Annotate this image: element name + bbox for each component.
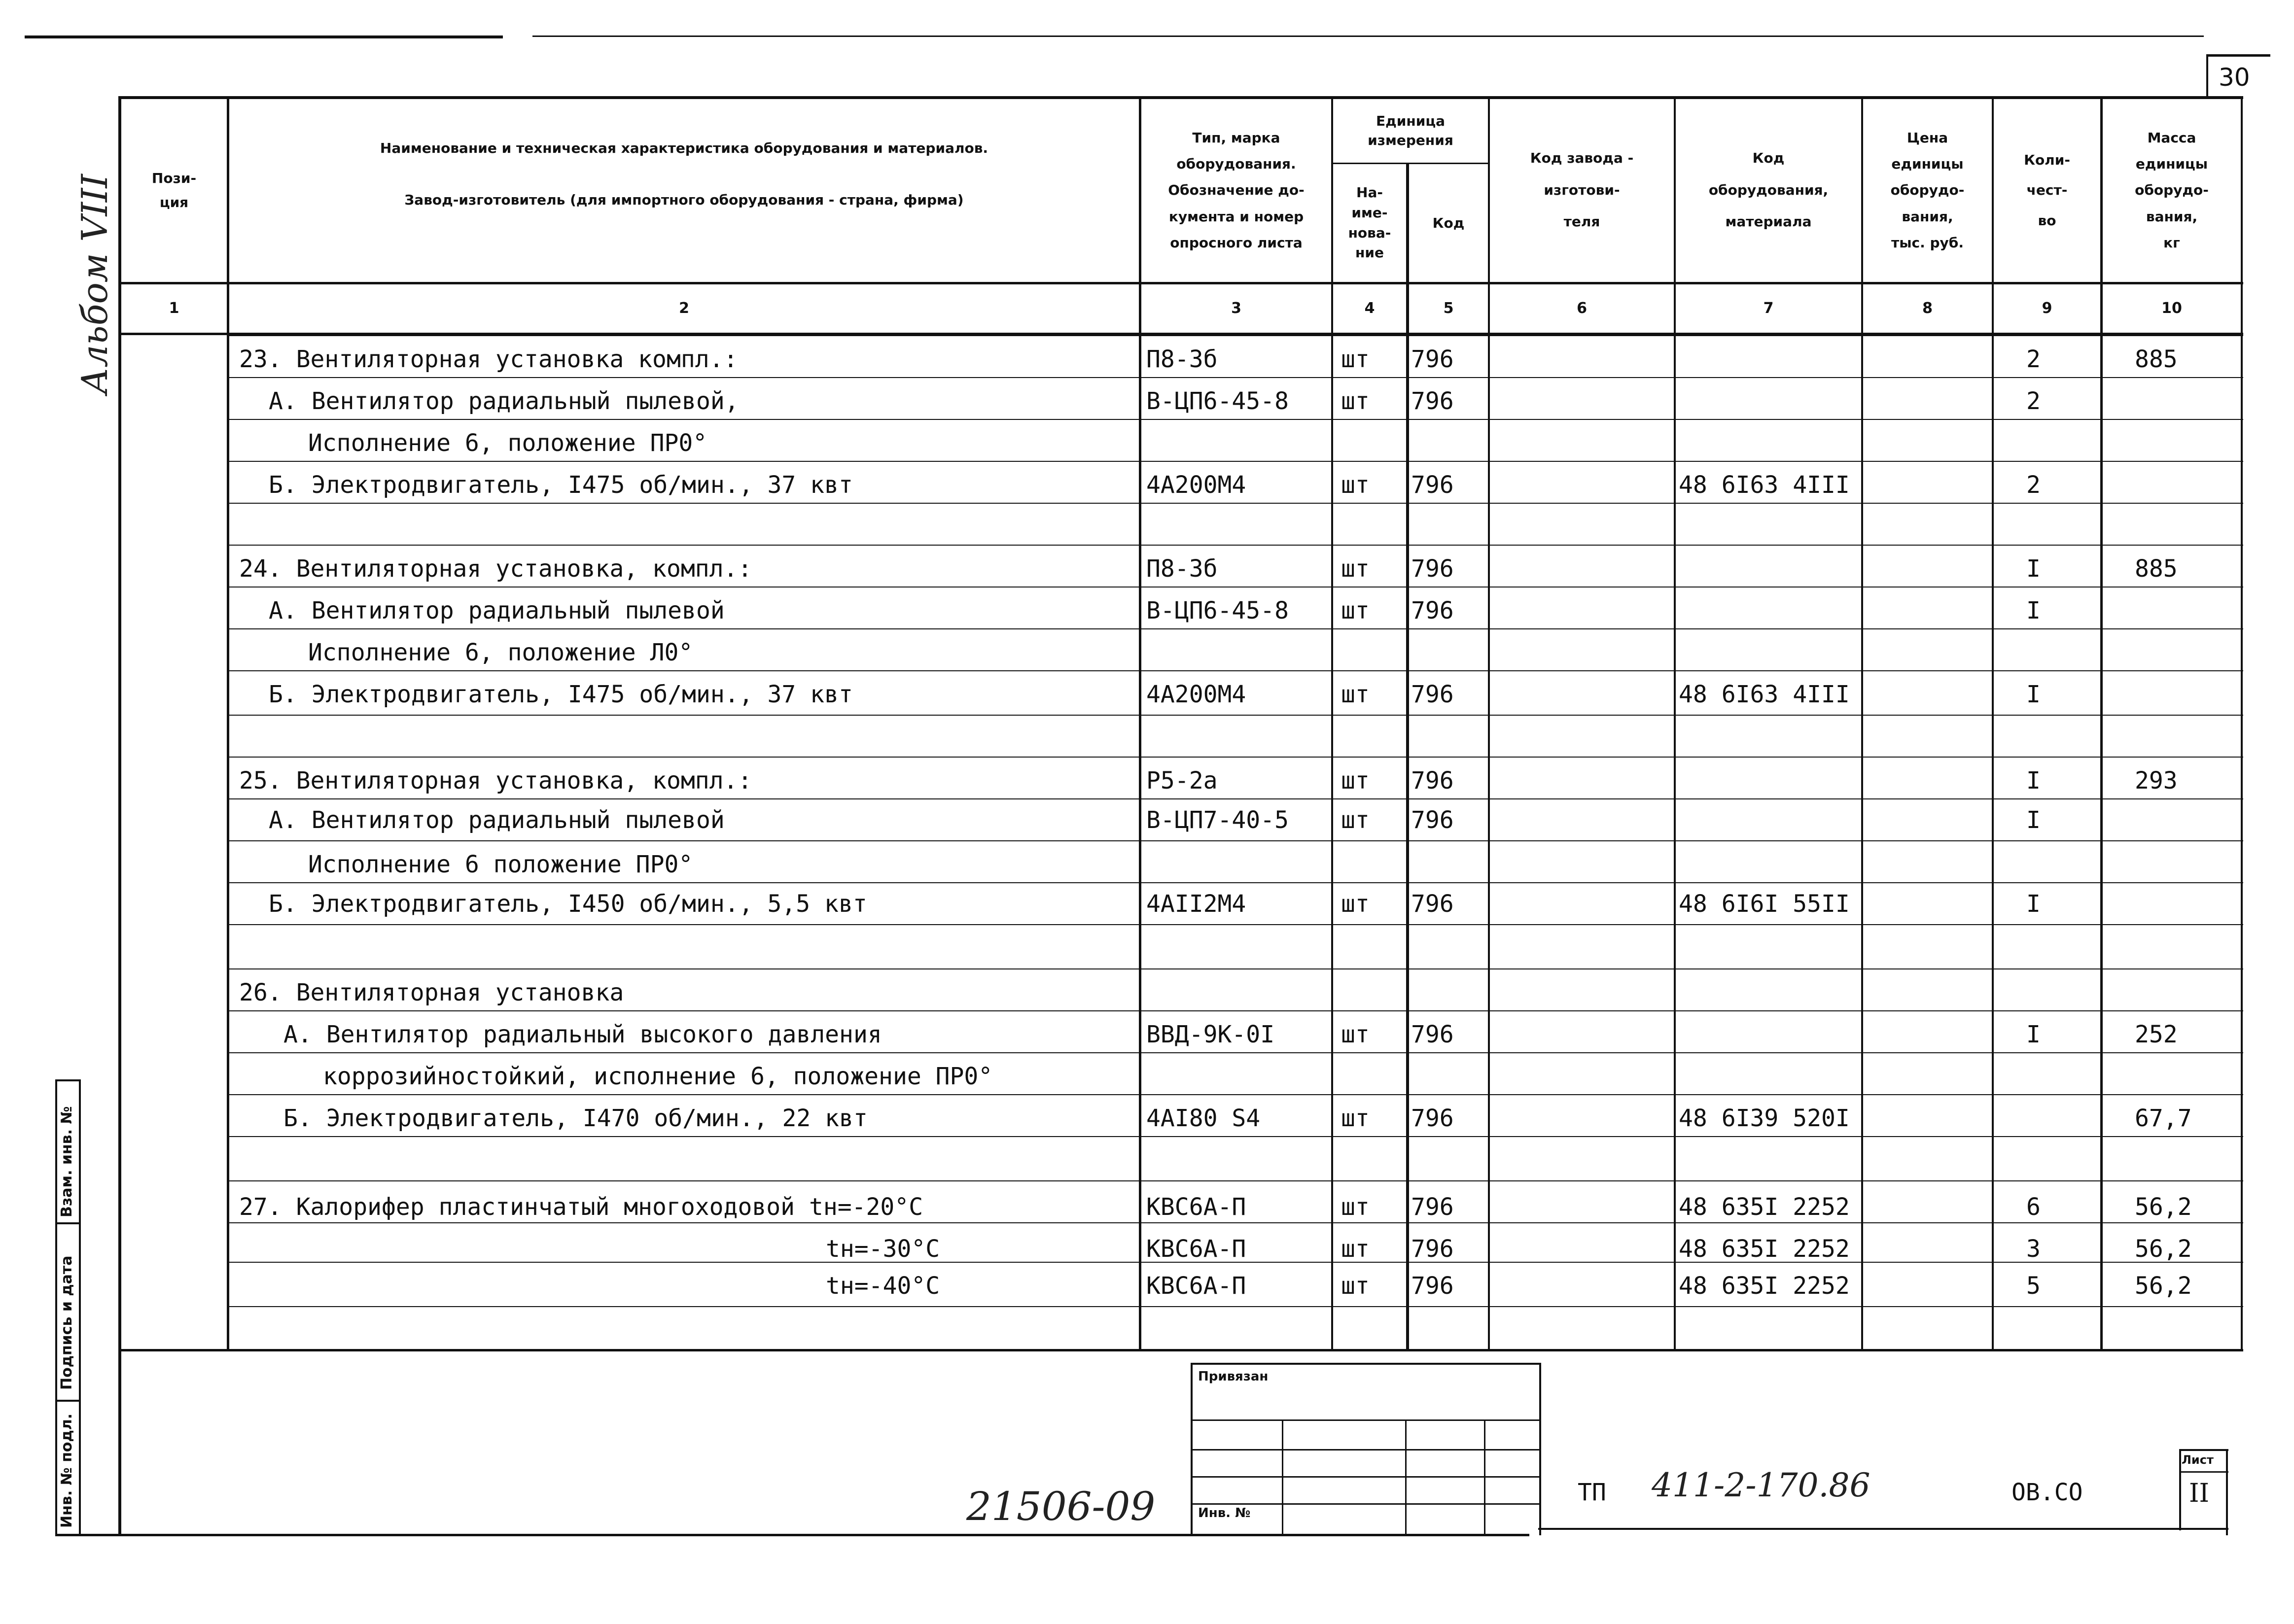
row-line <box>227 1222 2243 1223</box>
row-11-name: 25. Вентиляторная установка, компл.: <box>239 767 752 795</box>
row-7-code: 796 <box>1411 597 1454 624</box>
doc-prefix: ТП <box>1578 1479 1606 1506</box>
row-1-qty: 2 <box>2026 346 2041 373</box>
row-line <box>227 628 2243 629</box>
header-unit-price: Цена единицы оборудо- вания, тыс. руб. <box>1890 130 1965 251</box>
row-22-code: 796 <box>1411 1235 1454 1263</box>
stamp-divider-2 <box>55 1400 80 1402</box>
row-line <box>227 1136 2243 1137</box>
row-11-unit: шт <box>1341 767 1370 795</box>
row-21-unit: шт <box>1341 1193 1370 1221</box>
row-4-name: Б. Электродвигатель, I475 об/мин., 37 квт <box>269 471 853 499</box>
row-17-type: ВВД-9К-0I <box>1146 1021 1275 1048</box>
row-21-name: 27. Калорифер пластинчатый многоходовой tн=-20°С <box>239 1193 923 1221</box>
stamp-bottom <box>55 1534 1529 1536</box>
row-4-type: 4А200М4 <box>1146 471 1246 499</box>
row-14-mat: 48 6I6I 55II <box>1679 890 1850 918</box>
header-name-line1: Наименование и техническая характеристика оборудования и материалов. <box>380 139 988 156</box>
row-line <box>227 1306 2243 1307</box>
row-18-name: коррозийностойкий, исполнение 6, положение ПР0° <box>323 1063 993 1090</box>
tied-box-row-4 <box>1191 1503 1541 1505</box>
row-17-unit: шт <box>1341 1021 1370 1048</box>
colnum-5: 5 <box>1443 299 1454 317</box>
row-7-type: В-ЦП6-45-8 <box>1146 597 1289 624</box>
header-position: Пози- ция <box>151 170 197 210</box>
row-2-qty: 2 <box>2026 387 2041 415</box>
row-line <box>227 757 2243 758</box>
stamp-top <box>55 1079 80 1081</box>
row-9-mat: 48 6I63 4III <box>1679 681 1850 708</box>
row-22-name: tн=-30°С <box>826 1235 940 1263</box>
row-12-name: А. Вентилятор радиальный пылевой <box>269 806 725 834</box>
row-6-qty: I <box>2026 555 2041 583</box>
row-4-qty: 2 <box>2026 471 2041 499</box>
row-21-type: КВС6А-П <box>1146 1193 1246 1221</box>
row-11-qty: I <box>2026 767 2041 795</box>
title-block-top <box>118 1349 2243 1351</box>
row-19-unit: шт <box>1341 1105 1370 1132</box>
header-name-line2: Завод-изготовитель (для импортного оборудования - страна, фирма) <box>404 191 964 208</box>
row-14-type: 4АII2М4 <box>1146 890 1246 918</box>
sheet-box-left <box>2179 1449 2181 1530</box>
sheet-box-top <box>2179 1449 2228 1451</box>
row-19-code: 796 <box>1411 1105 1454 1132</box>
row-22-type: КВС6А-П <box>1146 1235 1246 1263</box>
row-line <box>227 924 2243 925</box>
row-9-name: Б. Электродвигатель, I475 об/мин., 37 квт <box>269 681 853 708</box>
tied-box-top <box>1191 1363 1541 1365</box>
row-line <box>227 670 2243 671</box>
tied-box-row-1 <box>1191 1419 1541 1421</box>
row-2-name: А. Вентилятор радиальный пылевой, <box>269 387 739 415</box>
title-block-bottom-right <box>1538 1528 2228 1530</box>
colnum-6: 6 <box>1577 299 1587 317</box>
row-line <box>227 882 2243 883</box>
row-11-mass: 293 <box>2135 767 2178 795</box>
row-14-name: Б. Электродвигатель, I450 об/мин., 5,5 квт <box>269 890 867 918</box>
top-border-line-right <box>532 35 2204 37</box>
stamp-signature-date: Подпись и дата <box>58 1255 75 1390</box>
row-2-type: В-ЦП6-45-8 <box>1146 387 1289 415</box>
row-9-unit: шт <box>1341 681 1370 708</box>
row-4-code: 796 <box>1411 471 1454 499</box>
header-factory-code: Код завода - изготови- теля <box>1530 150 1634 230</box>
colnum-9: 9 <box>2042 299 2052 317</box>
row-1-mass: 885 <box>2135 346 2178 373</box>
row-9-code: 796 <box>1411 681 1454 708</box>
row-12-type: В-ЦП7-40-5 <box>1146 806 1289 834</box>
sheet-number-box-top <box>2206 54 2270 57</box>
row-23-mat: 48 635I 2252 <box>1679 1272 1850 1300</box>
colnum-10: 10 <box>2161 299 2182 317</box>
row-14-qty: I <box>2026 890 2041 918</box>
header-unit-name: На- име- нова- ние <box>1348 184 1391 261</box>
row-14-unit: шт <box>1341 890 1370 918</box>
stamp-col-right <box>79 1079 81 1535</box>
row-line <box>227 798 2243 799</box>
sheet-number: 30 <box>2219 63 2250 92</box>
row-22-unit: шт <box>1341 1235 1370 1263</box>
top-border-line <box>25 35 503 38</box>
row-line <box>227 419 2243 420</box>
row-6-name: 24. Вентиляторная установка, компл.: <box>239 555 752 583</box>
row-21-mat: 48 635I 2252 <box>1679 1193 1850 1221</box>
row-line <box>227 335 2243 336</box>
row-9-type: 4А200М4 <box>1146 681 1246 708</box>
row-11-type: Р5-2а <box>1146 767 1218 795</box>
row-21-code: 796 <box>1411 1193 1454 1221</box>
row-19-name: Б. Электродвигатель, I470 об/мин., 22 квт <box>283 1105 868 1132</box>
title-block-right <box>2226 1449 2228 1535</box>
row-line <box>227 1052 2243 1053</box>
row-11-code: 796 <box>1411 767 1454 795</box>
row-12-qty: I <box>2026 806 2041 834</box>
row-line <box>227 715 2243 716</box>
row-19-mat: 48 6I39 520I <box>1679 1105 1850 1132</box>
row-16-name: 26. Вентиляторная установка <box>239 979 624 1006</box>
row-line <box>227 1010 2243 1011</box>
row-line <box>227 1180 2243 1181</box>
sheet-number-box-left <box>2206 54 2208 99</box>
row-6-mass: 885 <box>2135 555 2178 583</box>
row-23-name: tн=-40°С <box>826 1272 940 1300</box>
header-unit-mass: Масса единицы оборудо- вания, кг <box>2135 130 2209 251</box>
row-7-qty: I <box>2026 597 2041 624</box>
row-23-mass: 56,2 <box>2135 1272 2192 1300</box>
row-1-type: П8-3б <box>1146 346 1218 373</box>
row-9-qty: I <box>2026 681 2041 708</box>
header-unit-code: Код <box>1432 215 1465 231</box>
row-1-unit: шт <box>1341 346 1370 373</box>
header-material-code: Код оборудования, материала <box>1708 150 1829 230</box>
row-1-name: 23. Вентиляторная установка компл.: <box>239 346 738 373</box>
row-line <box>227 545 2243 546</box>
row-12-code: 796 <box>1411 806 1454 834</box>
row-23-unit: шт <box>1341 1272 1370 1300</box>
tied-box-row-3 <box>1191 1476 1541 1478</box>
stamp-col-left <box>55 1079 57 1535</box>
sheet-value: II <box>2189 1479 2210 1508</box>
row-3-name: Исполнение 6, положение ПР0° <box>308 429 707 457</box>
row-22-mass: 56,2 <box>2135 1235 2192 1263</box>
row-22-mat: 48 635I 2252 <box>1679 1235 1850 1263</box>
row-19-mass: 67,7 <box>2135 1105 2192 1132</box>
row-22-qty: 3 <box>2026 1235 2041 1263</box>
doc-code: 411-2-170.86 <box>1652 1466 1870 1504</box>
row-line <box>227 1094 2243 1095</box>
row-19-type: 4АI80 S4 <box>1146 1105 1261 1132</box>
doc-mark: ОВ.СО <box>2012 1479 2083 1506</box>
row-17-qty: I <box>2026 1021 2041 1048</box>
row-23-code: 796 <box>1411 1272 1454 1300</box>
row-4-unit: шт <box>1341 471 1370 499</box>
row-line <box>227 503 2243 504</box>
tied-box-col-2 <box>1405 1419 1407 1535</box>
row-21-qty: 6 <box>2026 1193 2041 1221</box>
colnum-8: 8 <box>1922 299 1933 317</box>
row-2-unit: шт <box>1341 387 1370 415</box>
tied-box-col-3 <box>1484 1419 1485 1535</box>
row-4-mat: 48 6I63 4III <box>1679 471 1850 499</box>
row-21-mass: 56,2 <box>2135 1193 2192 1221</box>
colnum-3: 3 <box>1231 299 1241 317</box>
sheet-label: Лист <box>2182 1453 2214 1467</box>
row-6-unit: шт <box>1341 555 1370 583</box>
tied-box-col-1 <box>1282 1419 1283 1535</box>
row-17-mass: 252 <box>2135 1021 2178 1048</box>
stamp-divider-1 <box>55 1222 80 1224</box>
row-2-code: 796 <box>1411 387 1454 415</box>
row-line <box>227 968 2243 969</box>
header-unit-group: Единица измерения <box>1368 112 1453 148</box>
tied-box-row-2 <box>1191 1449 1541 1451</box>
row-line <box>227 377 2243 378</box>
row-14-code: 796 <box>1411 890 1454 918</box>
colnum-7: 7 <box>1763 299 1774 317</box>
row-6-code: 796 <box>1411 555 1454 583</box>
header-type: Тип, марка оборудования. Обозначение до- кумента и номер опросного листа <box>1168 130 1305 251</box>
colnum-2: 2 <box>679 299 689 317</box>
row-17-name: А. Вентилятор радиальный высокого давления <box>283 1021 882 1048</box>
inventory-label: Инв. № <box>1198 1506 1251 1520</box>
row-12-unit: шт <box>1341 806 1370 834</box>
album-label: Альбом VIII <box>74 174 115 394</box>
stamp-original-inventory: Инв. № подл. <box>58 1413 75 1528</box>
row-1-code: 796 <box>1411 346 1454 373</box>
row-7-name: А. Вентилятор радиальный пылевой <box>269 597 725 624</box>
row-8-name: Исполнение 6, положение Л0° <box>308 639 693 666</box>
row-7-unit: шт <box>1341 597 1370 624</box>
row-13-name: Исполнение 6 положение ПР0° <box>308 851 693 878</box>
sheet-box-divider <box>2179 1471 2228 1473</box>
colnum-1: 1 <box>169 299 179 317</box>
stamp-replacement-inventory: Взам. инв. № <box>58 1106 75 1217</box>
row-line <box>227 840 2243 841</box>
row-line <box>227 461 2243 462</box>
handwritten-number: 21506-09 <box>966 1484 1156 1529</box>
row-17-code: 796 <box>1411 1021 1454 1048</box>
tied-label: Привязан <box>1198 1369 1269 1384</box>
header-quantity: Коли- чест- во <box>2024 151 2070 229</box>
row-6-type: П8-3б <box>1146 555 1218 583</box>
row-23-qty: 5 <box>2026 1272 2041 1300</box>
row-23-type: КВС6А-П <box>1146 1272 1246 1300</box>
colnum-4: 4 <box>1364 299 1375 317</box>
